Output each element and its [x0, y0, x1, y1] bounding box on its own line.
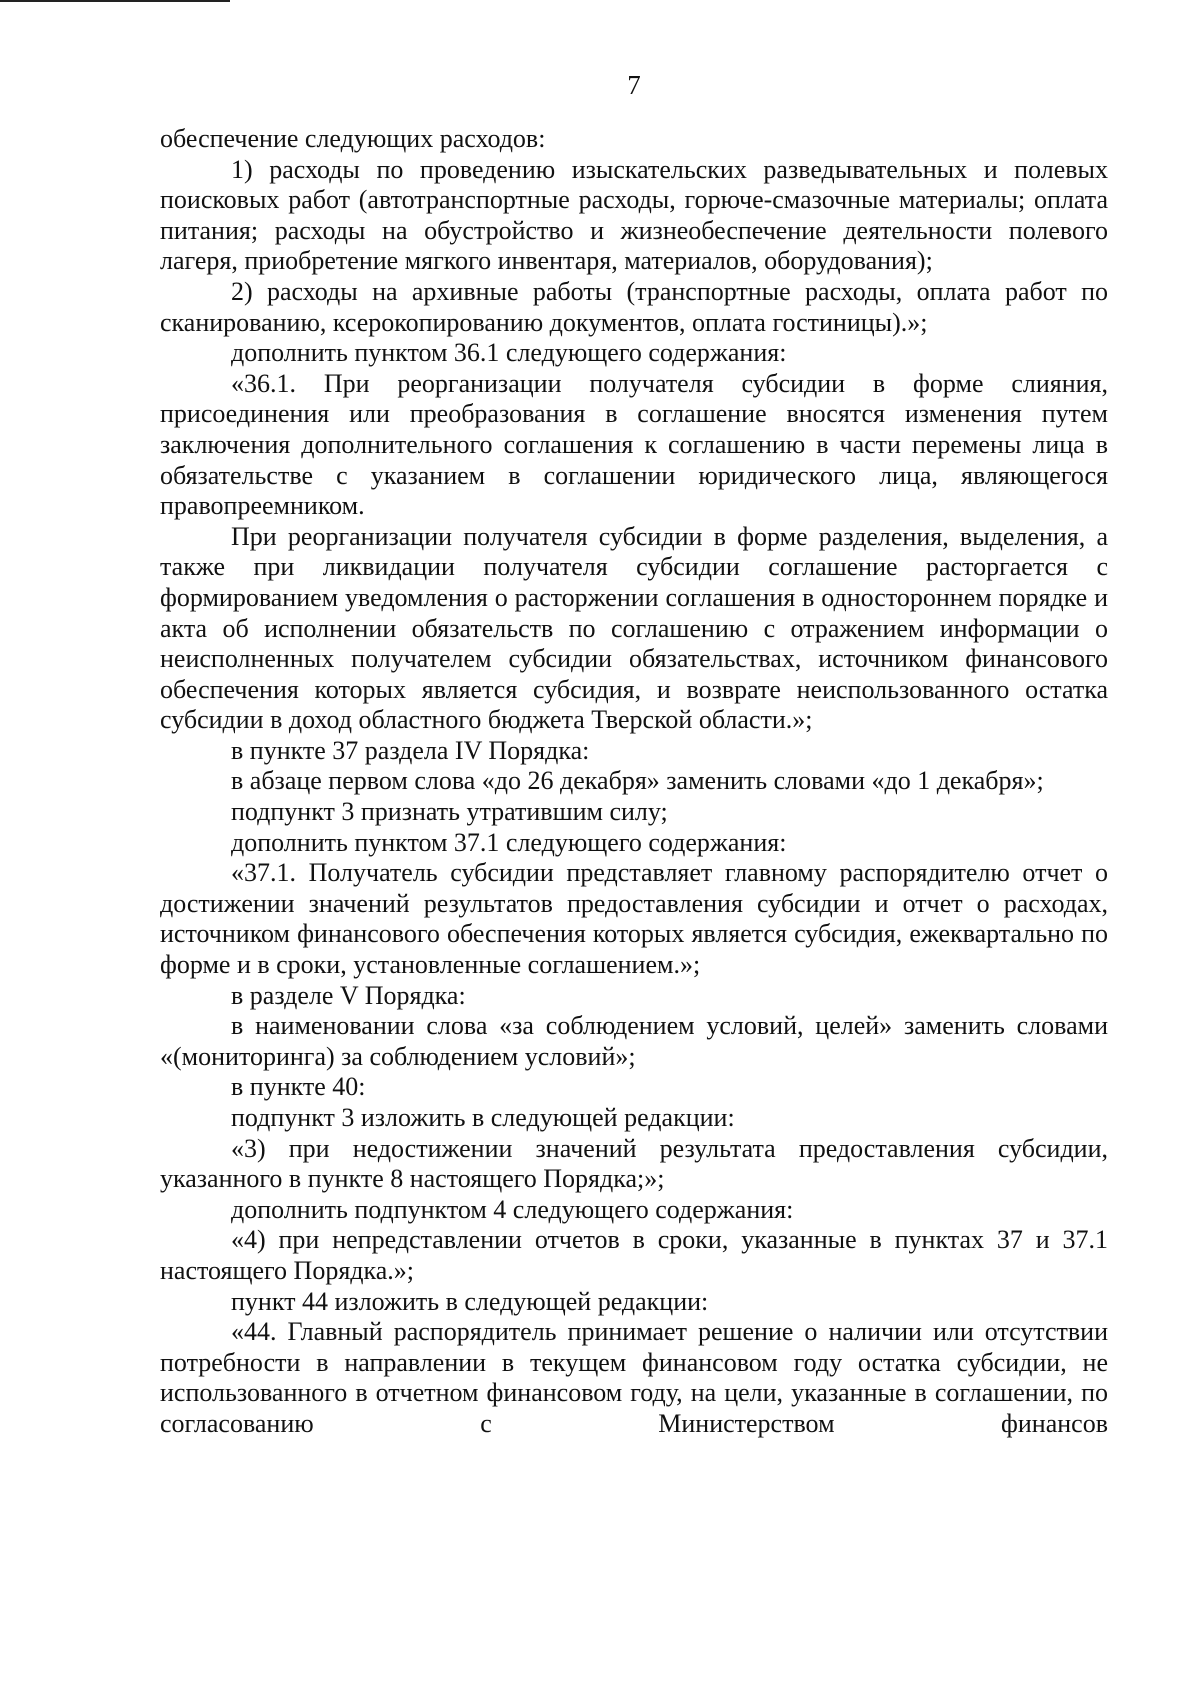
paragraph-5: «36.1. При реорганизации получателя субсидии в форме слияния, присоединения или преобразования в соглашение вносятся изменения путем заключения дополнительного соглашения к соглашению в части перемены лица в обязательстве с указанием в соглашении юридического лица, являющегося правопреемником.: [160, 368, 1108, 521]
paragraph-3: 2) расходы на архивные работы (транспортные расходы, оплата работ по сканированию, ксерокопированию документов, оплата гостиницы).»;: [160, 276, 1108, 337]
paragraph-4: дополнить пунктом 36.1 следующего содержания:: [231, 338, 787, 368]
paragraph-14: в пункте 40:: [231, 1072, 366, 1102]
paragraph-13: в наименовании слова «за соблюдением условий, целей» заменить словами «(мониторинга) за соблюдением условий»;: [160, 1011, 1108, 1071]
paragraph-9: подпункт 3 признать утратившим силу;: [231, 797, 668, 827]
paragraph-7: в пункте 37 раздела IV Порядка:: [231, 735, 590, 765]
paragraph-17: дополнить подпунктом 4 следующего содержания:: [231, 1194, 794, 1224]
page-number: 7: [627, 70, 641, 100]
paragraph-18: «4) при непредставлении отчетов в сроки, указанные в пунктах 37 и 37.1 настоящего Порядка.»;: [160, 1225, 1108, 1285]
document-body: [160, 124, 1108, 1440]
paragraph-1: обеспечение следующих расходов:: [160, 124, 546, 153]
paragraph-2: 1) расходы по проведению изыскательских разведывательных и полевых поисковых работ (автотранспортные расходы, горюче-смазочные материалы; оплата питания; расходы на обустройство и жизнеобеспечение деятельности полевого лагеря, приобретение мягкого инвентаря, материалов, оборудования);: [160, 154, 1108, 276]
paragraph-15: подпункт 3 изложить в следующей редакции:: [231, 1103, 735, 1132]
paragraph-12: в разделе V Порядка:: [231, 980, 466, 1010]
paragraph-6: При реорганизации получателя субсидии в форме разделения, выделения, а также при ликвидации получателя субсидии соглашение расторгается с формированием уведомления о расторжении соглашения в одностороннем порядке и акта об исполнении обязательств по соглашению с отражением информации о неисполненных получателем субсидии обязательствах, источником финансового обеспечения которых является субсидия, и возврате неиспользованного остатка субсидии в доход областного бюджета Тверской области.»;: [160, 521, 1108, 735]
paragraph-10: дополнить пунктом 37.1 следующего содержания:: [231, 827, 787, 857]
paragraph-16: «3) при недостижении значений результата предоставления субсидии, указанного в пункте 8 настоящего Порядка;»;: [160, 1133, 1108, 1194]
paragraph-19: пункт 44 изложить в следующей редакции:: [231, 1286, 709, 1316]
paragraph-11: «37.1. Получатель субсидии представляет главному распорядителю отчет о достижении значений результатов предоставления субсидии и отчет о расходах, источником финансового обеспечения которых является субсидия, ежеквартально по форме и в сроки, установленные соглашением.»;: [160, 858, 1108, 980]
paragraph-20: «44. Главный распорядитель принимает решение о наличии или отсутствии потребности в направлении в текущем финансовом году остатка субсидии, не использованного в отчетном финансовом году, на цели, указанные в соглашении, по согласованию с Министерством финансов: [160, 1317, 1108, 1438]
scan-edge-mark: [0, 0, 230, 2]
paragraph-8: в абзаце первом слова «до 26 декабря» заменить словами «до 1 декабря»;: [231, 766, 1044, 796]
